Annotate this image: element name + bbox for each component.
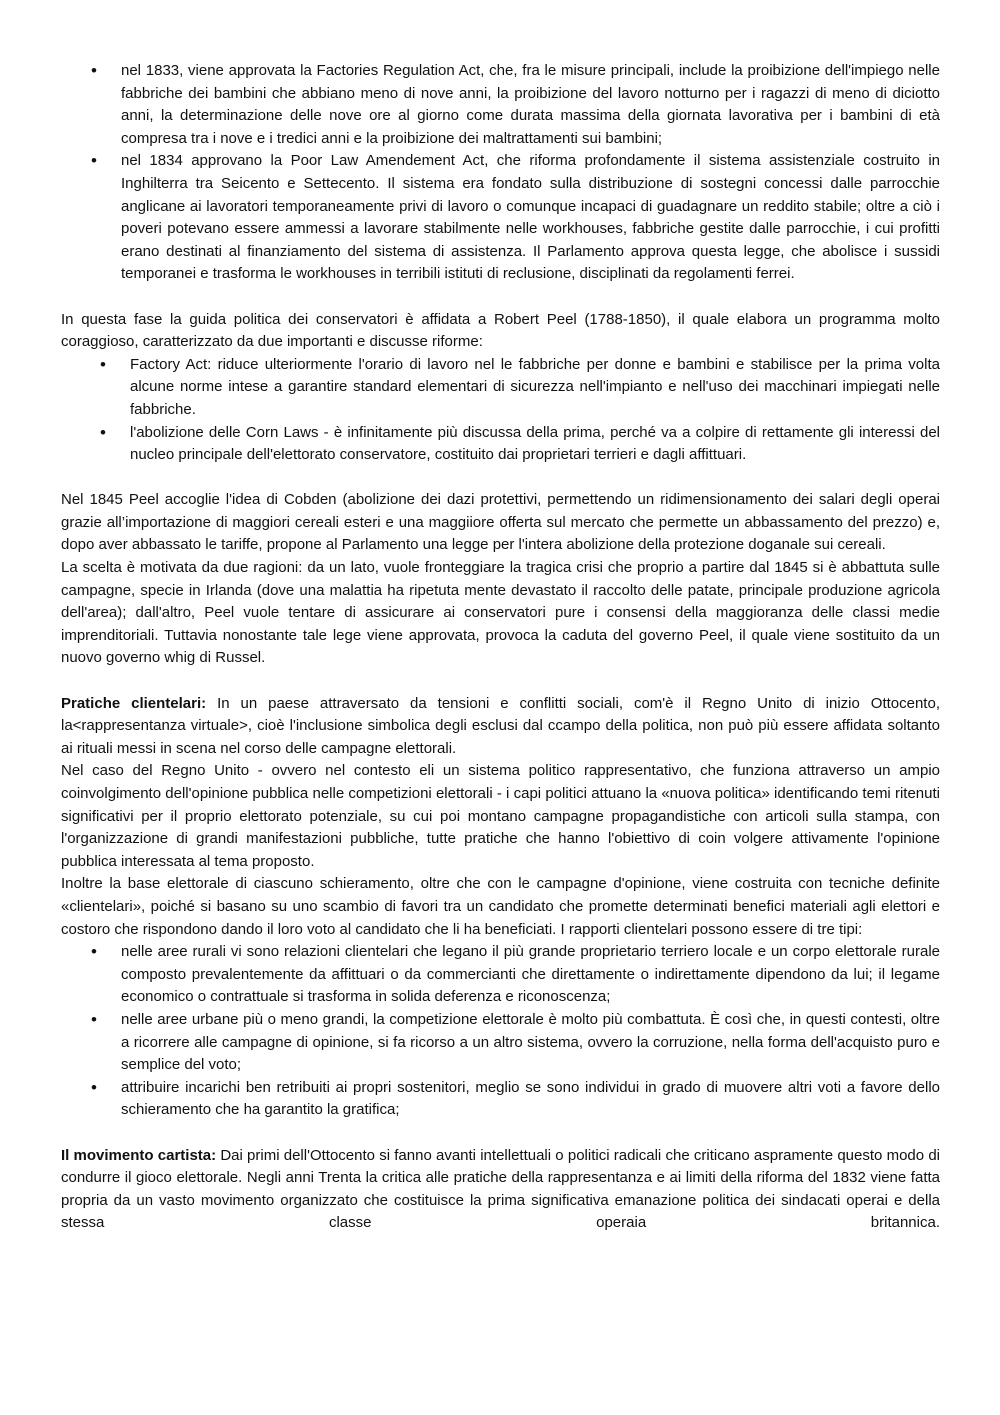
paragraph-base-elettorale: Inoltre la base elettorale di ciascuno schieramento, oltre che con le campagne d'opinione, viene costruita con tecniche definite «clientelari», poiché si basano su uno scambio di favori tra un candidato che promette determinati benefici materiali agli elettori e costoro che rispondono dando il loro voto al candidato che li ha beneficiati. I rapporti clientelari possono essere di tre tipi: [61,875,940,938]
list-item: • nel 1833, viene approvata la Factories Regulation Act, che, fra le misure principali, include la proibizione dell'impiego nelle fabbriche dei bambini che abbiano meno di nove anni, la proibizione del lavoro notturno per i ragazzi di meno di diciotto anni, la determinazione delle nove ore al giorno come durata massima della giornata lavorativa per i bambini di età compresa tra i nove e i tredici anni e la proibizione dei maltrattamenti sui bambini; [61,60,940,150]
section-heading-clientelari: Pratiche clientelari: [61,694,207,712]
paragraph-text: Dai primi dell'Ottocento si fanno avanti intellettuali o politici radicali che criticano aspramente questo modo di condurre il gioco elettorale. Negli anni Trenta la critica alle pratiche della rappresentanza e ai limiti della riforma del 1832 viene fatta propria da un vasto movimento organizzato che costituisce la prima significativa emanazione politica dei sindacati operai e della stessa classe operaia britannica. [61,1146,940,1232]
paragraph-scelta: La scelta è motivata da due ragioni: da un lato, vuole fronteggiare la tragica crisi che proprio a partire dal 1845 si è abbattuta sulle campagne, specie in Irlanda (dove una malattia ha ripetuta mente devastato il raccolto delle patate, principale produzione agricola dell'area); dall'altro, Peel vuole tentare di assicurare ai conservatori pure i consensi della maggioranza delle classi medie imprenditoriali. Tuttavia nonostante tale lege viene approvata, provoca la caduta del governo Peel, il quale viene sostituito da un nuovo governo whig di Russel. [61,559,940,667]
section-heading-cartista: Il movimento cartista: [61,1146,217,1164]
paragraph-text: In un paese attraversato da tensioni e conflitti sociali, com'è il Regno Unito di inizio Ottocento, la<rappresentanza virtuale>, cioè l'inclusione simbolica degli esclusi dal ccampo della politica, non può più essere affidata soltanto ai rituali messi in scena nel corso delle campagne elettorali. [61,694,940,757]
bullet-list-reforms [61,60,940,286]
list-item: • attribuire incarichi ben retribuiti ai propri sostenitori, meglio se sono individui in grado di muovere altri voti a favore dello schieramento che ha garantito la gratifica; [61,1077,940,1122]
bullet-list-peel-reforms [61,354,940,467]
list-item: • nel 1834 approvano la Poor Law Amendement Act, che riforma profondamente il sistema assistenziale costruito in Inghilterra tra Seicento e Settecento. Il sistema era fondato sulla distribuzione di sostegni concessi dalle parrocchie anglicane ai lavoratori temporaneamente privi di lavoro o comunque incapaci di guadagnare un reddito stabile; oltre a ciò i poveri potevano essere ammessi a lavorare stabilmente nelle workhouses, fabbriche gestite dalle parrocchie, i cui profitti erano destinati al finanziamento del sistema di assistenza. Il Parlamento approva questa legge, che abolisce i sussidi temporanei e trasforma le workhouses in terribili istituti di reclusione, disciplinati da regolamenti ferrei. [61,150,940,286]
list-item: • l'abolizione delle Corn Laws - è infinitamente più discussa della prima, perché va a colpire di rettamente gli interessi del nucleo principale dell'elettorato conservatore, costituito dai proprietari terrieri e dagli affittuari. [61,422,940,467]
bullet-list-clientelari [61,941,940,1122]
paragraph-peel-intro: In questa fase la guida politica dei conservatori è affidata a Robert Peel (1788-1850), il quale elabora un programma molto coraggioso, caratterizzato da due importanti e discusse riforme: [61,310,940,351]
paragraph-cartista [61,1145,940,1235]
paragraph-1845: Nel 1845 Peel accoglie l'idea di Cobden (abolizione dei dazi protettivi, permettendo un ridimensionamento dei salari degli operai grazie all’importazione di maggiori cereali esteri e una maggiiore offerta sul mercato che permette un abbassamento del prezzo) e, dopo aver abbassato le tariffe, propone al Parlamento una legge per l'intera abolizione della protezione doganale sui cereali. [61,491,940,554]
list-item: • nelle aree urbane più o meno grandi, la competizione elettorale è molto più combattuta. È così che, in questi contesti, oltre a ricorrere alle campagne di opinione, si fa ricorso a un altro sistema, ovvero la corruzione, nella forma dell'acquisto puro e semplice del voto; [61,1009,940,1077]
paragraph-regno-unito: Nel caso del Regno Unito - ovvero nel contesto eli un sistema politico rappresentativo, che funziona attraverso un ampio coinvolgimento dell'opinione pubblica nelle competizioni elettorali - i capi politici attuano la «nuova politica» identificando temi ritenuti significativi per il proprio elettorato potenziale, su cui poi montano campagne propagandistiche con articoli sulla stampa, con l'organizzazione di grandi manifestazioni pubbliche, tutte pratiche che hanno l'obiettivo di coin volgere attivamente l'opinione pubblica interessata al tema proposto. [61,762,940,870]
list-item: • Factory Act: riduce ulteriormente l'orario di lavoro nel le fabbriche per donne e bambini e stabilisce per la prima volta alcune norme intese a garantire standard elementari di sicurezza nell'impianto e nell'uso dei macchinari impiegati nelle fabbriche. [61,354,940,422]
paragraph-clientelari [61,693,940,761]
list-item: • nelle aree rurali vi sono relazioni clientelari che legano il più grande proprietario terriero locale e un corpo elettorale rurale composto prevalentemente da affittuari o da commercianti che direttamente o indirettamente dipendono da lui; il legame economico o contrattuale si trasforma in solida deferenza e riconoscenza; [61,941,940,1009]
